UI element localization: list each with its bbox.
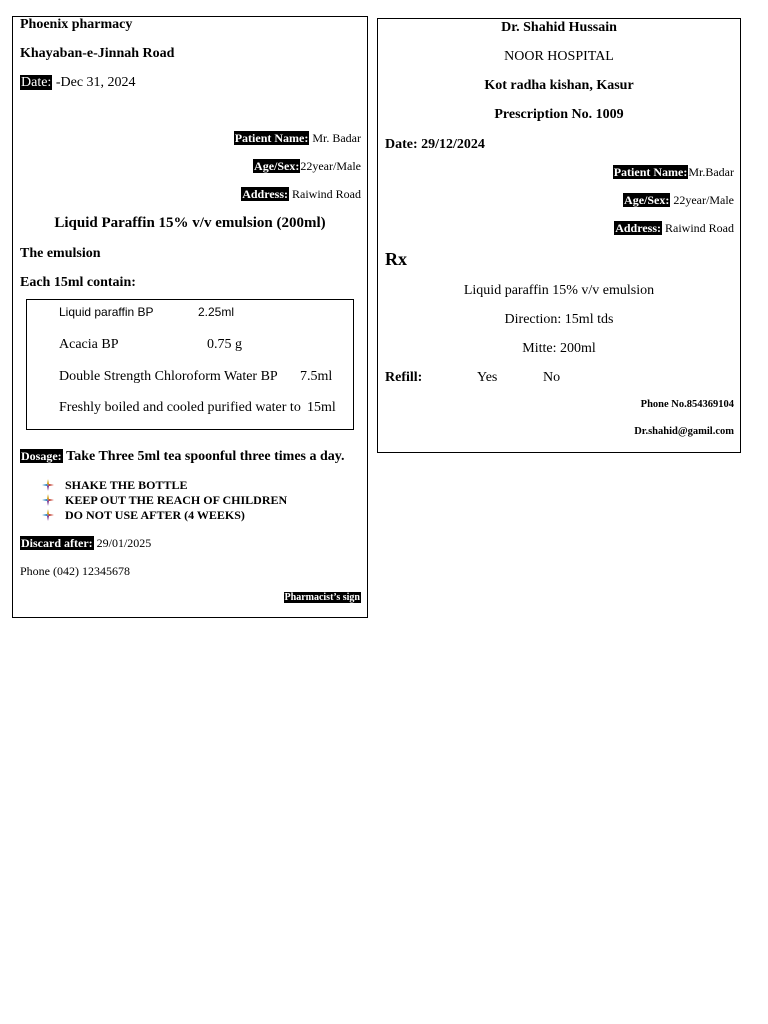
refill-no: No bbox=[543, 370, 561, 385]
patient-name-label: Patient Name: bbox=[234, 131, 309, 145]
date-label: Date: bbox=[21, 75, 52, 90]
age-sex-row bbox=[253, 159, 361, 174]
doctor-email: Dr.shahid@gamil.com bbox=[634, 426, 734, 437]
diamond-bullet-icon bbox=[42, 509, 54, 521]
product-form: The emulsion bbox=[20, 246, 101, 261]
diamond-bullet-icon bbox=[42, 494, 54, 506]
pharmacy-date bbox=[20, 75, 136, 91]
refill-label: Refill: bbox=[385, 370, 423, 385]
rx-age-sex-row bbox=[623, 193, 734, 208]
warning-item: SHAKE THE BOTTLE bbox=[65, 478, 188, 492]
patient-name-value: Mr. Badar bbox=[312, 131, 361, 145]
product-title: Liquid Paraffin 15% v/v emulsion (200ml) bbox=[54, 215, 326, 231]
dosage-label: Dosage: bbox=[21, 449, 62, 463]
formula-ingredient: Acacia BP bbox=[59, 337, 119, 352]
age-sex-value: 22year/Male bbox=[300, 159, 361, 173]
address-label: Address: bbox=[242, 187, 288, 201]
formula-ingredient: Double Strength Chloroform Water BP bbox=[59, 369, 278, 384]
rx-mitte: Mitte: 200ml bbox=[522, 341, 596, 356]
rx-address-value: Raiwind Road bbox=[665, 221, 734, 235]
rx-patient-name-label: Patient Name: bbox=[613, 165, 688, 179]
discard-row bbox=[20, 536, 151, 551]
warning-item: DO NOT USE AFTER (4 WEEKS) bbox=[65, 508, 245, 522]
age-sex-label: Age/Sex: bbox=[254, 159, 300, 173]
dosage-text: Take Three 5ml tea spoonful three times a day. bbox=[66, 449, 345, 464]
pharmacist-sign-label: Pharmacist’s sign bbox=[284, 592, 360, 603]
formula-qty: 7.5ml bbox=[300, 369, 333, 384]
rx-address-row bbox=[614, 221, 734, 236]
refill-yes: Yes bbox=[477, 370, 498, 385]
date-value: -Dec 31, 2024 bbox=[55, 75, 136, 90]
rx-age-sex-value: 22year/Male bbox=[673, 193, 734, 207]
discard-value: 29/01/2025 bbox=[96, 536, 152, 550]
pharmacy-name: Phoenix pharmacy bbox=[20, 17, 133, 32]
address-row bbox=[241, 187, 361, 202]
formula-qty: 2.25ml bbox=[198, 305, 235, 319]
hospital-name: NOOR HOSPITAL bbox=[504, 49, 614, 64]
formula-qty: 15ml bbox=[307, 400, 336, 415]
hospital-location: Kot radha kishan, Kasur bbox=[484, 78, 634, 93]
each-contains: Each 15ml contain: bbox=[20, 275, 136, 290]
diamond-bullet-icon bbox=[42, 479, 54, 491]
rx-patient-name-value: Mr.Badar bbox=[688, 165, 734, 179]
formula-ingredient: Freshly boiled and cooled purified water to bbox=[59, 400, 301, 415]
rx-direction: Direction: 15ml tds bbox=[504, 312, 614, 327]
doctor-phone: Phone No.854369104 bbox=[640, 399, 734, 410]
rx-medicine: Liquid paraffin 15% v/v emulsion bbox=[463, 283, 655, 298]
rx-address-label: Address: bbox=[615, 221, 661, 235]
rx-symbol: Rx bbox=[385, 249, 407, 269]
rx-patient-name-row bbox=[613, 165, 734, 180]
formula-ingredient: Liquid paraffin BP bbox=[59, 305, 154, 319]
prescription-date: Date: 29/12/2024 bbox=[385, 137, 485, 152]
warning-item: KEEP OUT THE REACH OF CHILDREN bbox=[65, 493, 288, 507]
pharmacy-address: Khayaban-e-Jinnah Road bbox=[20, 46, 175, 61]
rx-age-sex-label: Age/Sex: bbox=[624, 193, 670, 207]
doctor-name: Dr. Shahid Hussain bbox=[501, 20, 617, 35]
pharmacy-phone: Phone (042) 12345678 bbox=[20, 564, 130, 578]
formula-qty: 0.75 g bbox=[207, 337, 242, 352]
prescription-number: Prescription No. 1009 bbox=[494, 107, 624, 122]
discard-label: Discard after: bbox=[21, 536, 93, 550]
dosage-row bbox=[20, 449, 345, 465]
address-value: Raiwind Road bbox=[292, 187, 361, 201]
patient-name-row bbox=[234, 131, 361, 146]
pharmacist-sign bbox=[284, 592, 361, 603]
